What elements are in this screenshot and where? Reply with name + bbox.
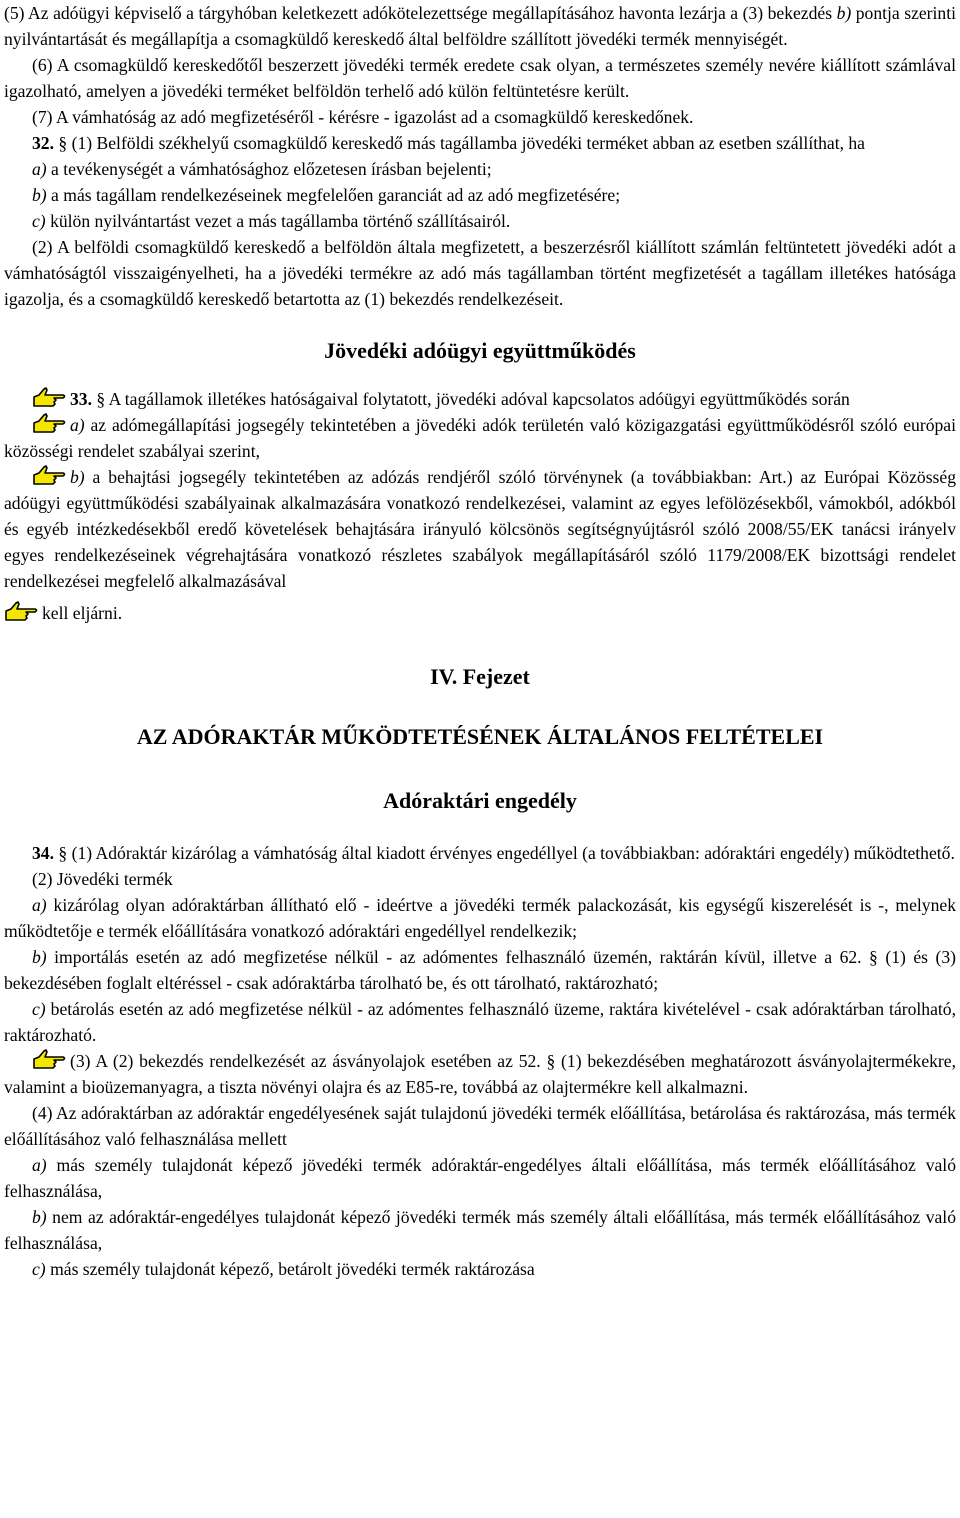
point-label: b) <box>32 947 47 967</box>
chapter-heading: IV. Fejezet <box>430 664 530 689</box>
point-label: c) <box>32 1259 46 1279</box>
point-text: az adómegállapítási jogsegély tekintetében a jövedéki adók területén való közigazgatási együttműködésről szóló európai közösségi rendelet szabályai szerint, <box>4 415 956 461</box>
p5-point-label: b) <box>836 3 852 23</box>
pointing-hand-icon <box>4 600 40 622</box>
paragraph-6: (6) A csomagküldő kereskedőtől beszerzett jövedéki termék eredete csak olyan, a természetes személy nevére kiállított számlával igazolható, amelyen a jövedéki terméket belföldön terhelő adó külön feltüntetésre került. <box>4 55 956 101</box>
section-34-4-point-c <box>4 1256 956 1282</box>
heading-cooperation: Jövedéki adóügyi együttműködés <box>324 338 636 363</box>
point-label: a) <box>32 159 47 179</box>
point-label: a) <box>70 415 85 435</box>
section-32-para-1 <box>4 130 956 156</box>
point-label: a) <box>32 1155 47 1175</box>
section-32-point-b <box>4 182 956 208</box>
section-33-text: § A tagállamok illetékes hatóságaival folytatott, jövedéki adóval kapcsolatos adóügyi együttműködés során <box>96 389 850 409</box>
chapter-title: AZ ADÓRAKTÁR MŰKÖDTETÉSÉNEK ÁLTALÁNOS FELTÉTELEI <box>136 724 824 749</box>
pointing-hand-icon <box>32 412 68 434</box>
point-label: b) <box>32 1207 47 1227</box>
point-label: a) <box>32 895 47 915</box>
section-33-point-b <box>4 464 956 594</box>
point-text: más személy tulajdonát képező jövedéki termék adóraktár-engedélyes általi előállítása, más termék előállításához való felhasználása, <box>4 1155 956 1201</box>
section-34-para-2: (2) Jövedéki termék <box>32 869 173 889</box>
section-33-point-a <box>4 412 956 464</box>
closing-text: kell eljárni. <box>42 603 123 623</box>
p5-text-a: (5) Az adóügyi képviselő a tárgyhóban keletkezett adókötelezettsége megállapításához havonta lezárja a (3) bekezdés <box>4 3 837 23</box>
point-text: más személy tulajdonát képező, betárolt jövedéki termék raktározása <box>45 1259 535 1279</box>
para-text: (3) A (2) bekezdés rendelkezését az ásványolajok esetében az 52. § (1) bekezdésében meghatározott ásványolajtermékekre, valamint a bioüzemanyagra, a tiszta növényi olajra és az E85-re, továbbá az olajtermékre kell alkalmazni. <box>4 1051 956 1097</box>
point-text: importálás esetén az adó megfizetése nélkül - az adómentes felhasználó üzemén, raktárán kívül, illetve a 62. § (1) és (3) bekezdésében foglalt eltéréssel - csak adóraktárba tárolható be, és ott tárolható, raktározható; <box>4 947 956 993</box>
paragraph-7: (7) A vámhatóság az adó megfizetéséről - kérésre - igazolást ad a csomagküldő kereskedőnek. <box>32 107 694 127</box>
point-label: b) <box>32 185 47 205</box>
heading-permit: Adóraktári engedély <box>383 788 577 813</box>
pointing-hand-icon <box>32 464 68 486</box>
section-32-text: § (1) Belföldi székhelyű csomagküldő kereskedő más tagállamba jövedéki terméket abban az esetben szállíthat, ha <box>58 133 865 153</box>
paragraph-5 <box>4 0 956 52</box>
section-34-4-point-b <box>4 1204 956 1256</box>
section-34-point-c <box>4 996 956 1048</box>
section-34-text: § (1) Adóraktár kizárólag a vámhatóság által kiadott érvényes engedéllyel (a továbbiakban: adóraktári engedély) működtethető. <box>58 843 955 863</box>
section-34-para-4: (4) Az adóraktárban az adóraktár engedélyesének saját tulajdonú jövedéki termék előállítása, betárolása és raktározása, más termék előállításához való felhasználása mellett <box>4 1103 956 1149</box>
point-label: b) <box>70 467 85 487</box>
point-text: a tevékenységét a vámhatósághoz előzetesen írásban bejelenti; <box>46 159 492 179</box>
point-text: külön nyilvántartást vezet a más tagállamba történő szállításairól. <box>45 211 511 231</box>
section-32-number: 32. <box>32 133 54 153</box>
point-text: nem az adóraktár-engedélyes tulajdonát képező jövedéki termék más személy általi előállítása, más termék előállításához való felhasználása, <box>4 1207 956 1253</box>
section-34-para-3 <box>4 1048 956 1100</box>
section-33-para <box>4 386 956 412</box>
point-text: betárolás esetén az adó megfizetése nélkül - az adómentes felhasználó üzeme, raktára kivételével - csak adóraktárban tárolható, raktározható. <box>4 999 956 1045</box>
section-32-point-c <box>4 208 956 234</box>
section-34-point-b <box>4 944 956 996</box>
point-text: a behajtási jogsegély tekintetében az adózás rendjéről szóló törvénynek (a továbbiakban: Art.) az Európai Közösség adóügyi együttműködési szabályainak alkalmazására vonatkozó rendelkezései, valamint az egyes lefölözésekből, vámokból, adókból és egyéb intézkedésekből eredő követelések behajtására irányuló kölcsönös segítségnyújtásról szóló 2008/55/EK tanácsi irányelv egyes rendelkezéseinek végrehajtására vonatkozó részletes szabályok megállapításáról szóló 1179/2008/EK bizottsági rendelet rendelkezései megfelelő alkalmazásával <box>4 467 956 591</box>
point-text: kizárólag olyan adóraktárban állítható elő - ideértve a jövedéki termék palackozását, kis egységű kiszerelését is -, melynek működtetője e termék előállítására vonatkozó adóraktári engedéllyel rendelkezik; <box>4 895 956 941</box>
section-34-para-1 <box>4 840 956 866</box>
point-label: c) <box>32 211 46 231</box>
section-32-point-a <box>4 156 956 182</box>
pointing-hand-icon <box>32 1048 68 1070</box>
pointing-hand-icon <box>32 386 68 408</box>
section-33-closing <box>4 594 956 626</box>
section-34-point-a <box>4 892 956 944</box>
section-34-4-point-a <box>4 1152 956 1204</box>
point-label: c) <box>32 999 46 1019</box>
section-33-number: 33. <box>70 389 92 409</box>
section-32-para-2: (2) A belföldi csomagküldő kereskedő a belföldön általa megfizetett, a beszerzésről kiállított számlán feltüntetett jövedéki adót a vámhatóságtól visszaigényelheti, ha a jövedéki termékre az adó más tagállamban történt megfizetését a tagállam illetékes hatósága igazolja, és a csomagküldő kereskedő betartotta az (1) bekezdés rendelkezéseit. <box>4 237 956 309</box>
p5-text-c: pontja szerinti nyilvántartását és megállapítja a csomagküldő kereskedő által belföldre szállított jövedéki termék mennyiségét. <box>4 3 957 49</box>
section-34-number: 34. <box>32 843 54 863</box>
point-text: a más tagállam rendelkezéseinek megfelelően garanciát ad az adó megfizetésére; <box>46 185 621 205</box>
